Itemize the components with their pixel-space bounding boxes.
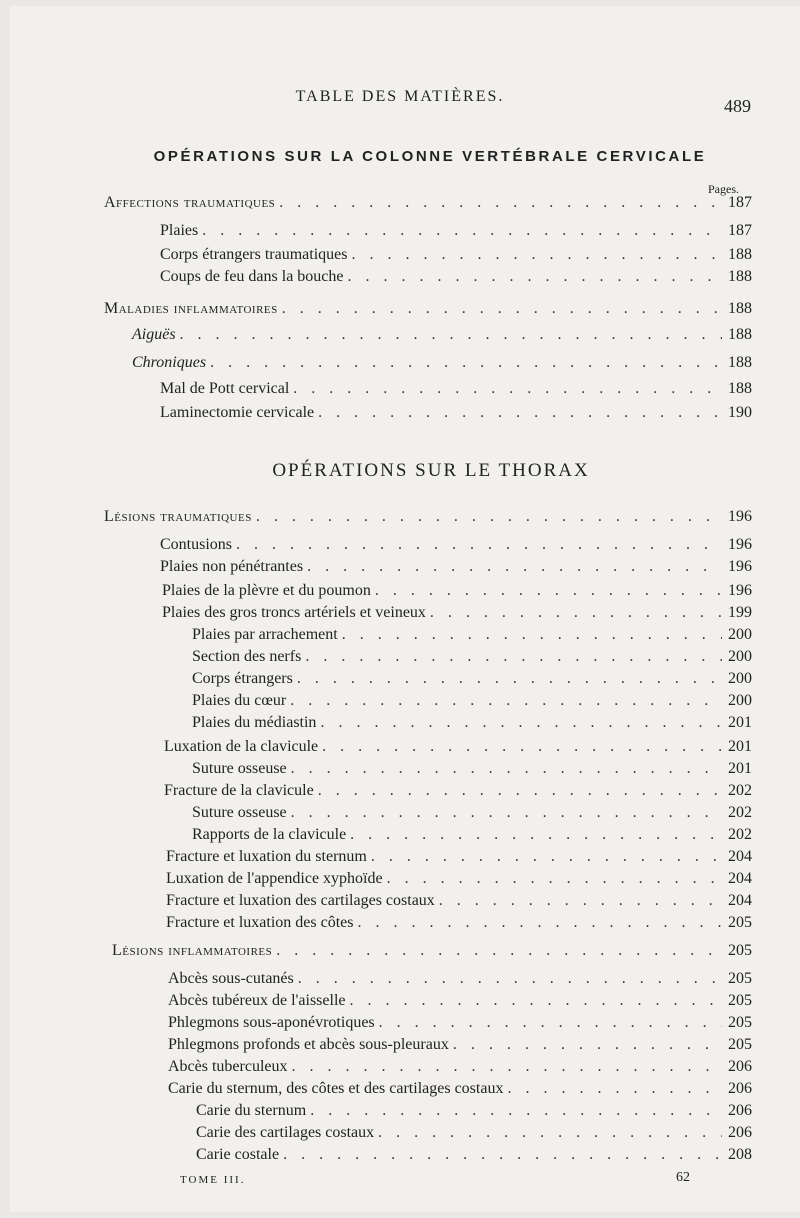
toc-entry: Plaies de la plèvre et du poumon . . . 196 <box>162 580 762 602</box>
toc-entry: Chroniques . . . 188 <box>132 352 762 374</box>
toc-entry: Maladies inflammatoires . . . 188 <box>104 298 762 320</box>
toc-entry: Lésions traumatiques . . . 196 <box>104 506 762 528</box>
toc-entry: Fracture et luxation des côtes . . . 205 <box>166 912 762 934</box>
toc-entry: Luxation de l'appendice xyphoïde . . . 204 <box>166 868 762 890</box>
toc-entry: Carie du sternum . . . 206 <box>196 1100 762 1122</box>
toc-entry: Abcès sous-cutanés . . . 205 <box>168 968 762 990</box>
toc-entry: Coups de feu dans la bouche . . . 188 <box>160 266 762 288</box>
toc-entry: Laminectomie cervicale . . . 190 <box>160 402 762 424</box>
toc-entry: Suture osseuse . . . 202 <box>192 802 762 824</box>
pages-column-label: Pages. <box>708 182 739 196</box>
toc-entry: Plaies du cœur . . . 200 <box>192 690 762 712</box>
toc-entry: Mal de Pott cervical . . . 188 <box>160 378 762 400</box>
toc-entry: Fracture et luxation du sternum . . . 204 <box>166 846 762 868</box>
toc-entry: Abcès tuberculeux . . . 206 <box>168 1056 762 1078</box>
toc-entry: Fracture de la clavicule . . . 202 <box>164 780 762 802</box>
toc-entry: Contusions . . . 196 <box>160 534 762 556</box>
toc-entry: Affections traumatiques . . . 187 <box>104 192 762 214</box>
toc-entry: Lésions inflammatoires . . . 205 <box>112 940 762 962</box>
toc-entry: Fracture et luxation des cartilages costaux . . . 204 <box>166 890 762 912</box>
page-number: 489 <box>724 96 751 116</box>
toc-entry: Carie costale . . . 208 <box>196 1144 762 1166</box>
toc-entry: Phlegmons sous-aponévrotiques . . . 205 <box>168 1012 762 1034</box>
signature-mark: 62 <box>676 1170 690 1185</box>
section-title-thorax: OPÉRATIONS SUR LE THORAX <box>272 460 590 481</box>
toc-entry: Phlegmons profonds et abcès sous-pleuraux . . . 205 <box>168 1034 762 1056</box>
section-title-cervical: OPÉRATIONS SUR LA COLONNE VERTÉBRALE CERVICALE <box>153 148 707 165</box>
toc-entry: Section des nerfs . . . 200 <box>192 646 762 668</box>
volume-label: TOME III. <box>180 1174 246 1186</box>
toc-entry: Corps étrangers traumatiques . . . 188 <box>160 244 762 266</box>
running-title: TABLE DES MATIÈRES. <box>295 88 505 105</box>
toc-entry: Plaies du médiastin . . . 201 <box>192 712 762 734</box>
toc-entry: Corps étrangers . . . 200 <box>192 668 762 690</box>
toc-entry: Suture osseuse . . . 201 <box>192 758 762 780</box>
toc-entry: Plaies . . . 187 <box>160 220 762 242</box>
toc-entry: Carie des cartilages costaux . . . 206 <box>196 1122 762 1144</box>
toc-entry: Carie du sternum, des côtes et des cartilages costaux . . . 206 <box>168 1078 762 1100</box>
toc-entry: Plaies non pénétrantes . . . 196 <box>160 556 762 578</box>
toc-entry: Luxation de la clavicule . . . 201 <box>164 736 762 758</box>
toc-entry: Abcès tubéreux de l'aisselle . . . 205 <box>168 990 762 1012</box>
toc-entry: Aiguës . . . 188 <box>132 324 762 346</box>
toc-entry: Plaies des gros troncs artériels et veineux . . . 199 <box>162 602 762 624</box>
toc-entry: Plaies par arrachement . . . 200 <box>192 624 762 646</box>
toc-entry: Rapports de la clavicule . . . 202 <box>192 824 762 846</box>
